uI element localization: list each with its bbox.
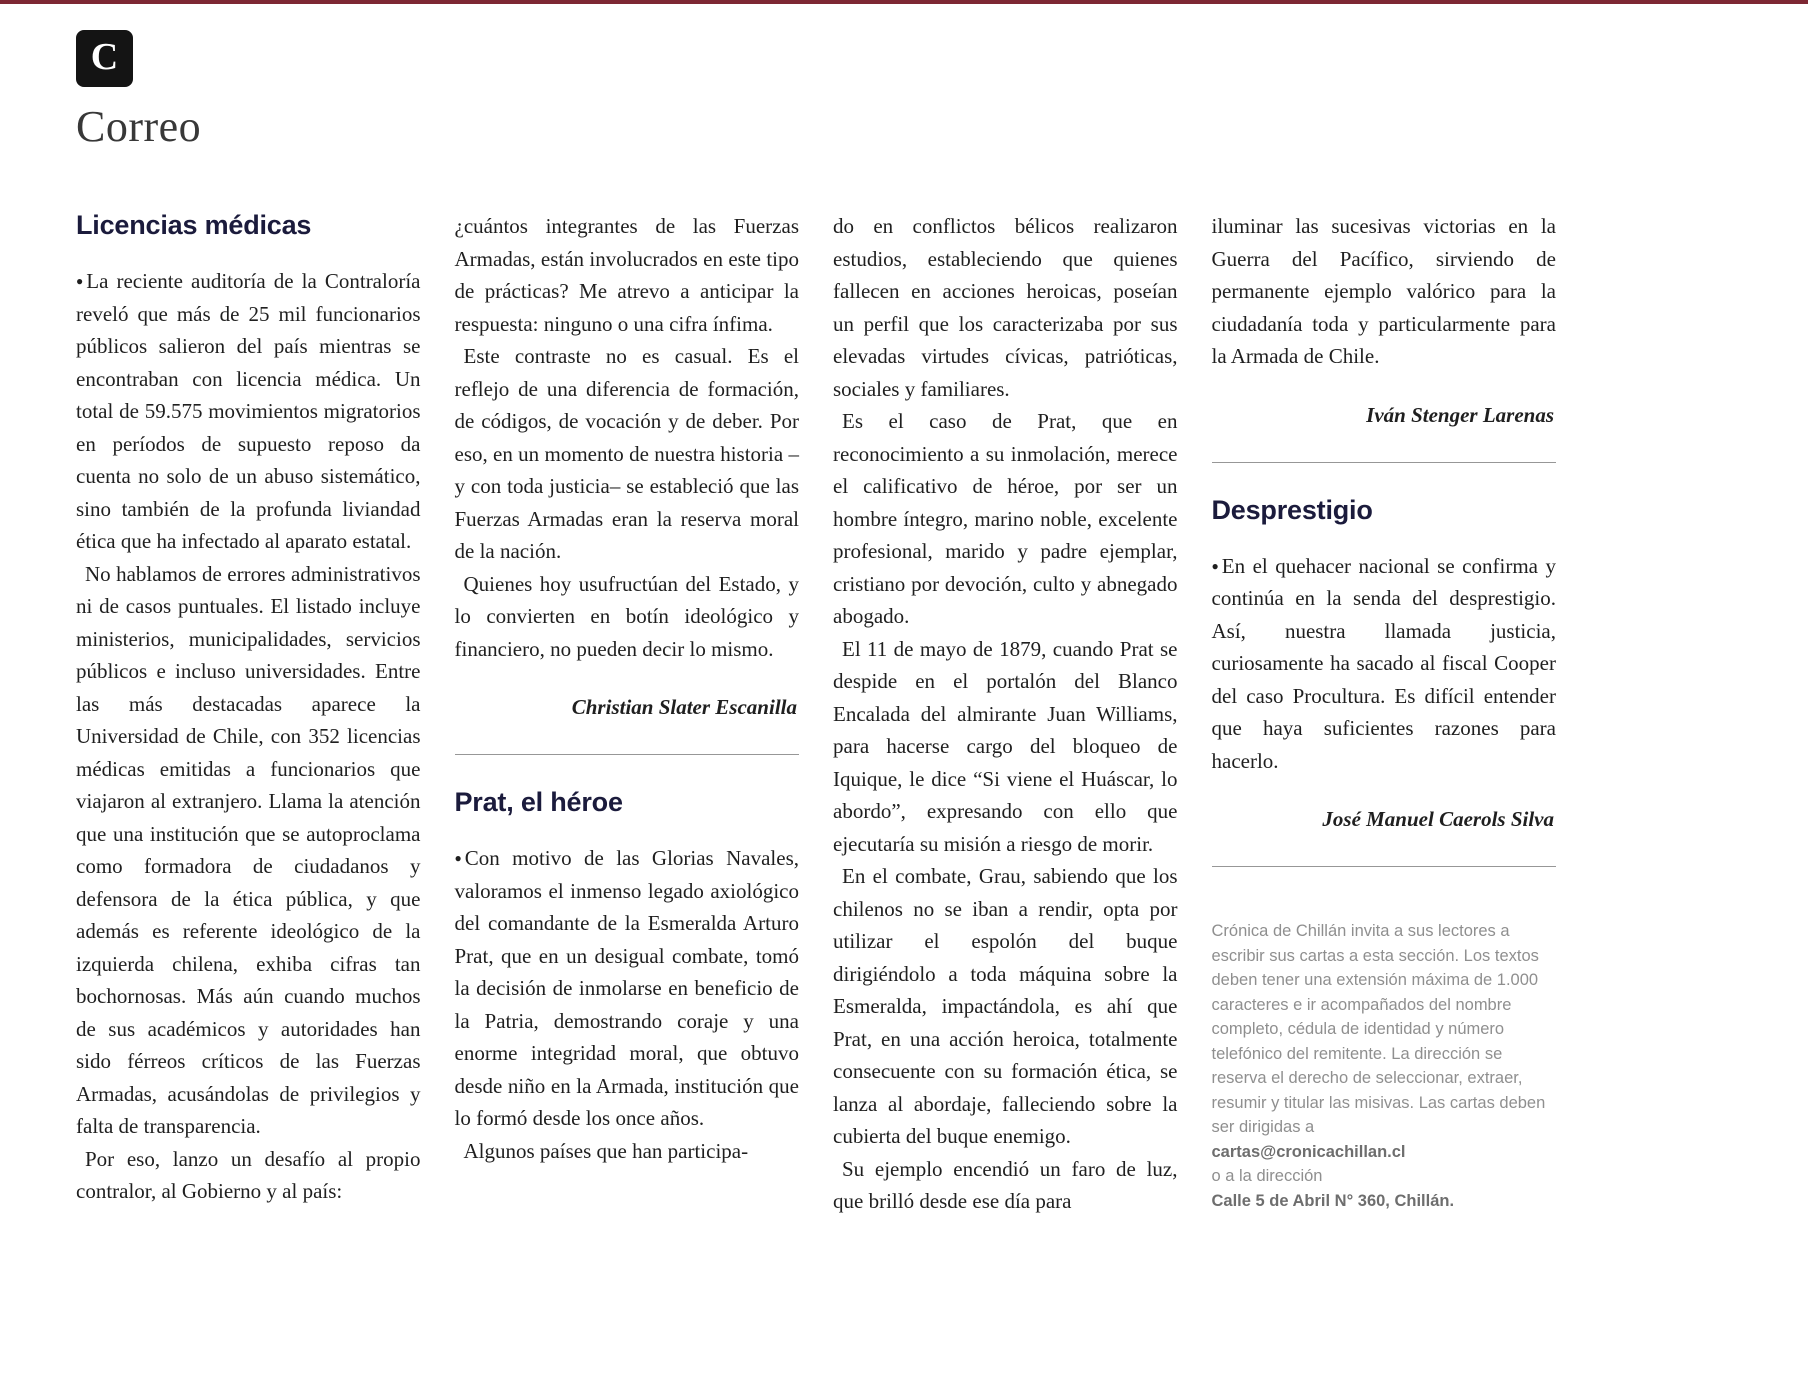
bullet-icon: ●: [76, 274, 84, 288]
letter-author: Iván Stenger Larenas: [1366, 402, 1554, 427]
bullet-icon: ●: [1211, 558, 1219, 573]
letter-paragraph: Es el caso de Prat, que en reconocimiento a su inmolación, merece el calificativo de héroe, por ser un hombre íntegro, marino noble, excelente profesional, marido y padre ejemplar, cristiano por devoción, culto y abnegado abogado.: [833, 409, 1178, 628]
letters-columns: [76, 210, 1556, 1218]
section-logo: [76, 30, 133, 87]
letter-paragraph: En el combate, Grau, sabiendo que los chilenos no se iban a rendir, opta por utilizar el espolón del buque dirigiéndolo a toda máquina sobre la Esmeralda, impactándola, es ahí que Prat, en una acción heroica, totalmente consecuente con su formación ética, se lanza al abordaje, falleciendo sobre la cubierta del buque enemigo.: [833, 864, 1178, 1148]
letter-author: José Manuel Caerols Silva: [1322, 807, 1554, 831]
letter-headline: Prat, el héroe: [454, 787, 623, 817]
letter-paragraph: ● Con motivo de las Glorias Navales, valoramos el inmenso legado axiológico del comandante de la Esmeralda Arturo Prat, que en un desigual combate, tomó la decisión de inmolarse en beneficio de la Patria, demostrando coraje y una enorme integridad moral, que obtuvo desde niño en la Armada, institución que lo formó desde los once años.: [455, 842, 800, 1135]
section-divider: [1212, 462, 1557, 463]
section-logo-letter: C: [90, 35, 119, 78]
text-column-3: [833, 210, 1178, 1218]
page-content: [0, 4, 1556, 1218]
letter-author: Christian Slater Escanilla: [571, 695, 797, 719]
letter-paragraph: Este contraste no es casual. Es el reflejo de una diferencia de formación, de códigos, de vocación y de deber. Por eso, en un momento de nuestra historia –y con toda justicia– se estableció que las Fuerzas Armadas eran la reserva moral de la nación.: [454, 344, 799, 563]
letter-paragraph: ● La reciente auditoría de la Contraloría reveló que más de 25 mil funcionarios públicos salieron del país mientras se encontraban con licencia médica. Un total de 59.575 movimientos migratorios en períodos de supuesto reposo da cuenta no solo de un abuso sistemático, sino también de la profunda liviandad ética que ha infectado al aparato estatal.: [76, 265, 421, 558]
letter-paragraph: El 11 de mayo de 1879, cuando Prat se despide en el portalón del Blanco Encalada del almirante Juan Williams, para hacerse cargo del bloqueo de Iquique, le dice “Si viene el Huáscar, lo abordo”, expresando con ello que ejecutaría su misión a riesgo de morir.: [833, 636, 1178, 856]
letter-paragraph: iluminar las sucesivas victorias en la Guerra del Pacífico, sirviendo de permanente ejemplo valórico para la ciudadanía toda y particularmente para la Armada de Chile.: [1211, 214, 1556, 368]
page-title: Correo: [76, 102, 202, 151]
letter-paragraph: Por eso, lanzo un desafío al propio contralor, al Gobierno y al país:: [76, 1146, 421, 1203]
letter-headline: Desprestigio: [1211, 494, 1373, 525]
letter-paragraph: Quienes hoy usufructúan del Estado, y lo convierten en botín ideológico y financiero, no pueden decir lo mismo.: [454, 571, 799, 661]
submission-info-text: o a la dirección: [1211, 1167, 1323, 1185]
letter-paragraph: No hablamos de errores administrativos ni de casos puntuales. El listado incluye ministerios, municipalidades, servicios públicos e incluso universidades. Entre las más destacadas aparece la Universidad de Chile, con 352 licencias médicas emitidas a funcionarios que viajaron al extranjero. Llama la atención que una institución que se autoproclama como formadora de ciudadanos y defensora de la ética pública, y que además es referente ideológico de la izquierda chilena, exhiba cifras tan bochornosas. Más aún cuando muchos de sus académicos y autoridades han sido férreos críticos de las Fuerzas Armadas, acusándolas de privilegios y falta de transparencia.: [76, 561, 421, 1138]
submission-info-bold: cartas@cronicachillan.cl: [1211, 1142, 1406, 1161]
text-column-4: [1212, 210, 1557, 1218]
section-divider: [1212, 866, 1557, 867]
bullet-icon: ●: [454, 851, 462, 865]
submission-info-bold: Calle 5 de Abril N° 360, Chillán.: [1211, 1191, 1455, 1210]
section-divider: [455, 754, 800, 755]
letter-paragraph: ¿cuántos integrantes de las Fuerzas Armadas, están involucrados en este tipo de prácticas? Me atrevo a anticipar la respuesta: ninguno o una cifra ínfima.: [454, 214, 799, 336]
text-column-2: [455, 210, 800, 1218]
submission-info-text: Crónica de Chillán invita a sus lectores a escribir sus cartas a esta sección. Los textos deben tener una extensión máxima de 1.000 caracteres e ir acompañados del nombre completo, cédula de identidad y número telefónico del remitente. La dirección se reserva el derecho de seleccionar, extraer, resumir y titular las misivas. Las cartas deben ser dirigidas a: [1211, 922, 1546, 1136]
section-masthead: [76, 30, 1556, 152]
letter-paragraph: Algunos países que han participa-: [463, 1138, 749, 1163]
letter-paragraph: Su ejemplo encendió un faro de luz, que brilló desde ese día para: [833, 1156, 1178, 1213]
text-column-1: [76, 210, 421, 1218]
letter-headline: Licencias médicas: [76, 210, 312, 240]
letter-paragraph: do en conflictos bélicos realizaron estudios, estableciendo que quienes fallecen en acciones heroicas, poseían un perfil que los caracterizaba por sus elevadas virtudes cívicas, patrióticas, sociales y familiares.: [833, 214, 1178, 401]
letter-paragraph: ● En el quehacer nacional se confirma y continúa en la senda del desprestigio. Así, nuestra llamada justicia, curiosamente ha sacado al fiscal Cooper del caso Procultura. Es difícil entender que haya suficientes razones para hacerlo.: [1212, 550, 1557, 778]
